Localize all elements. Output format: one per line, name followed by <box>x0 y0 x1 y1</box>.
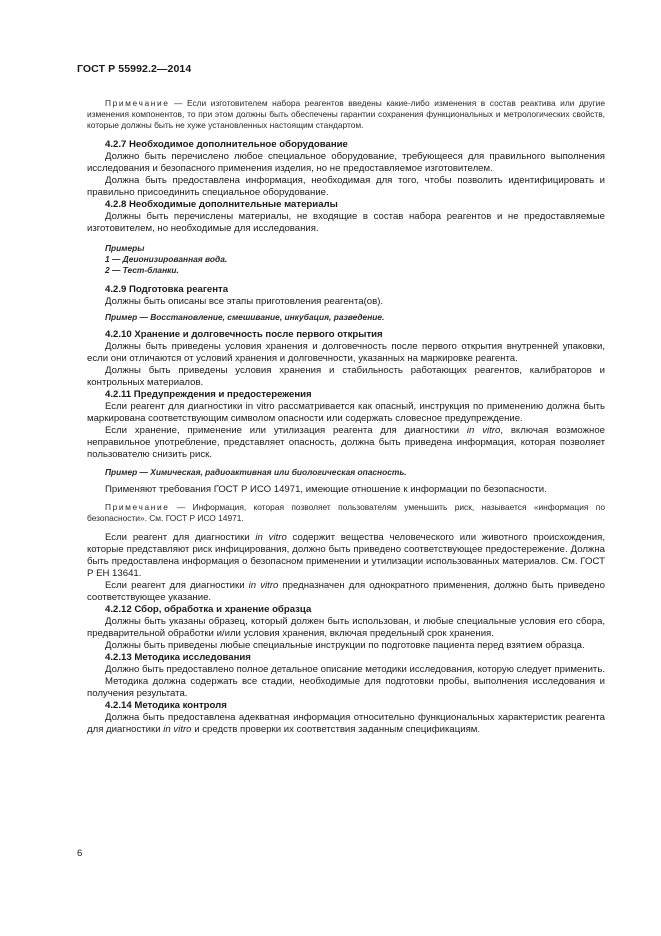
text-run: Если хранение, применение или утилизация реагента для диагностики <box>105 425 467 436</box>
paragraph: Должно быть перечислено любое специальное оборудование, требующееся для правильного выполнения исследования и безопасного применения изделия, но не предоставляемое изготовителем. <box>87 151 605 174</box>
note-paragraph <box>87 98 605 131</box>
text-run: содержит вещества человеческого или животного происхождения, которые представляют риск инфицирования, должно быть приведено соответствующее предостережение. Должна быть предоставлена информация о безопасном применении и утилизации использованных материалов. См. ГОСТ Р ЕН 13641. <box>87 532 606 579</box>
section-heading-4-2-13: 4.2.13 Методика исследования <box>105 652 251 663</box>
note-paragraph <box>87 502 605 524</box>
section-heading-4-2-12: 4.2.12 Сбор, обработка и хранение образца <box>105 604 312 615</box>
document-header: ГОСТ Р 55992.2—2014 <box>77 63 192 75</box>
paragraph: Должны быть описаны все этапы приготовления реагента(ов). <box>105 296 384 307</box>
note-text: — Если изготовителем набора реагентов введены какие-либо изменения в состав реактива или другие изменения компонентов, то при этом должны быть обеспечены гарантии сохранения функциональных и метрологических свойств, которые должны быть не хуже установленных настоящим стандартом. <box>87 98 605 130</box>
paragraph: Должна быть предоставлена информация, необходимая для того, чтобы позволить идентифицировать и правильно присоединить специальное оборудование. <box>87 175 605 198</box>
example-item: 1 — Деионизированная вода. <box>105 254 228 264</box>
section-heading-4-2-7: 4.2.7 Необходимое дополнительное оборудование <box>105 139 348 150</box>
text-run: и средств проверки их соответствия заданным спецификациям. <box>191 724 481 735</box>
section-heading-4-2-11: 4.2.11 Предупреждения и предостережения <box>105 389 312 400</box>
example-line: Пример — Восстановление, смешивание, инкубация, разведение. <box>105 312 385 322</box>
note-label: Примечание <box>105 502 170 512</box>
italic-run: in vitro <box>248 580 279 591</box>
section-heading-4-2-14: 4.2.14 Методика контроля <box>105 700 227 711</box>
section-heading-4-2-10: 4.2.10 Хранение и долговечность после первого открытия <box>105 329 383 340</box>
paragraph <box>87 712 605 736</box>
document-body <box>87 98 605 736</box>
examples-title: Примеры <box>105 243 145 253</box>
paragraph <box>87 425 605 461</box>
paragraph: Применяют требования ГОСТ Р ИСО 14971, имеющие отношение к информации по безопасности. <box>105 484 547 495</box>
paragraph: Должны быть приведены условия хранения и долговечность после первого открытия внутренней упаковки, если они отличаются от условий хранения и долговечности, указанных на маркировке реагента. <box>87 341 605 364</box>
paragraph: Если реагент для диагностики in vitro рассматривается как опасный, инструкция по применению должна быть маркирована соответствующим символом опасности или содержать словесное предупреждение. <box>87 401 605 424</box>
italic-run: in vitro <box>163 724 192 735</box>
paragraph: Должны быть указаны образец, который должен быть использован, и любые специальные условия его сбора, предварительной обработки и/или условия хранения, включая предельный срок хранения. <box>87 616 605 639</box>
text-run: Если реагент для диагностики <box>105 580 249 591</box>
paragraph: Должны быть приведены любые специальные инструкции по подготовке пациента перед взятием образца. <box>105 640 585 651</box>
page-number: 6 <box>77 848 83 859</box>
text-run: , включая возможное неправильное употребление, представляет опасность, должна быть приведена информация, которая позволяет пользователю снизить риск. <box>87 425 605 460</box>
section-heading-4-2-8: 4.2.8 Необходимые дополнительные материалы <box>105 199 338 210</box>
example-item: 2 — Тест-бланки. <box>105 265 179 275</box>
paragraph <box>87 580 605 604</box>
text-run: Если реагент для диагностики <box>105 532 256 543</box>
paragraph: Методика должна содержать все стадии, необходимые для подготовки пробы, выполнения исследования и получения результата. <box>87 676 605 699</box>
paragraph: Должны быть перечислены материалы, не входящие в состав набора реагентов и не предоставляемые изготовителем, но необходимые для исследования. <box>87 211 605 234</box>
paragraph <box>87 532 605 580</box>
italic-run: in vitro <box>255 532 287 543</box>
italic-run: in vitro <box>466 425 501 436</box>
paragraph: Должны быть приведены условия хранения и стабильность работающих реагентов, калибраторов и контрольных материалов. <box>87 365 605 388</box>
note-text: — Информация, которая позволяет пользователям уменьшить риск, называется «информация по безопасности». См. ГОСТ Р ИСО 14971. <box>87 502 605 523</box>
note-label: Примечание <box>105 98 170 108</box>
example-line: Пример — Химическая, радиоактивная или биологическая опасность. <box>105 467 407 477</box>
text-run: Должна быть предоставлена адекватная информация относительно функциональных характеристик реагента для диагностики <box>87 712 605 735</box>
text-run: предназначен для однократного применения, должно быть приведено соответствующее указание. <box>87 580 605 603</box>
section-heading-4-2-9: 4.2.9 Подготовка реагента <box>105 284 229 295</box>
paragraph: Должно быть предоставлено полное детальное описание методики исследования, которую следует применить. <box>105 664 605 675</box>
